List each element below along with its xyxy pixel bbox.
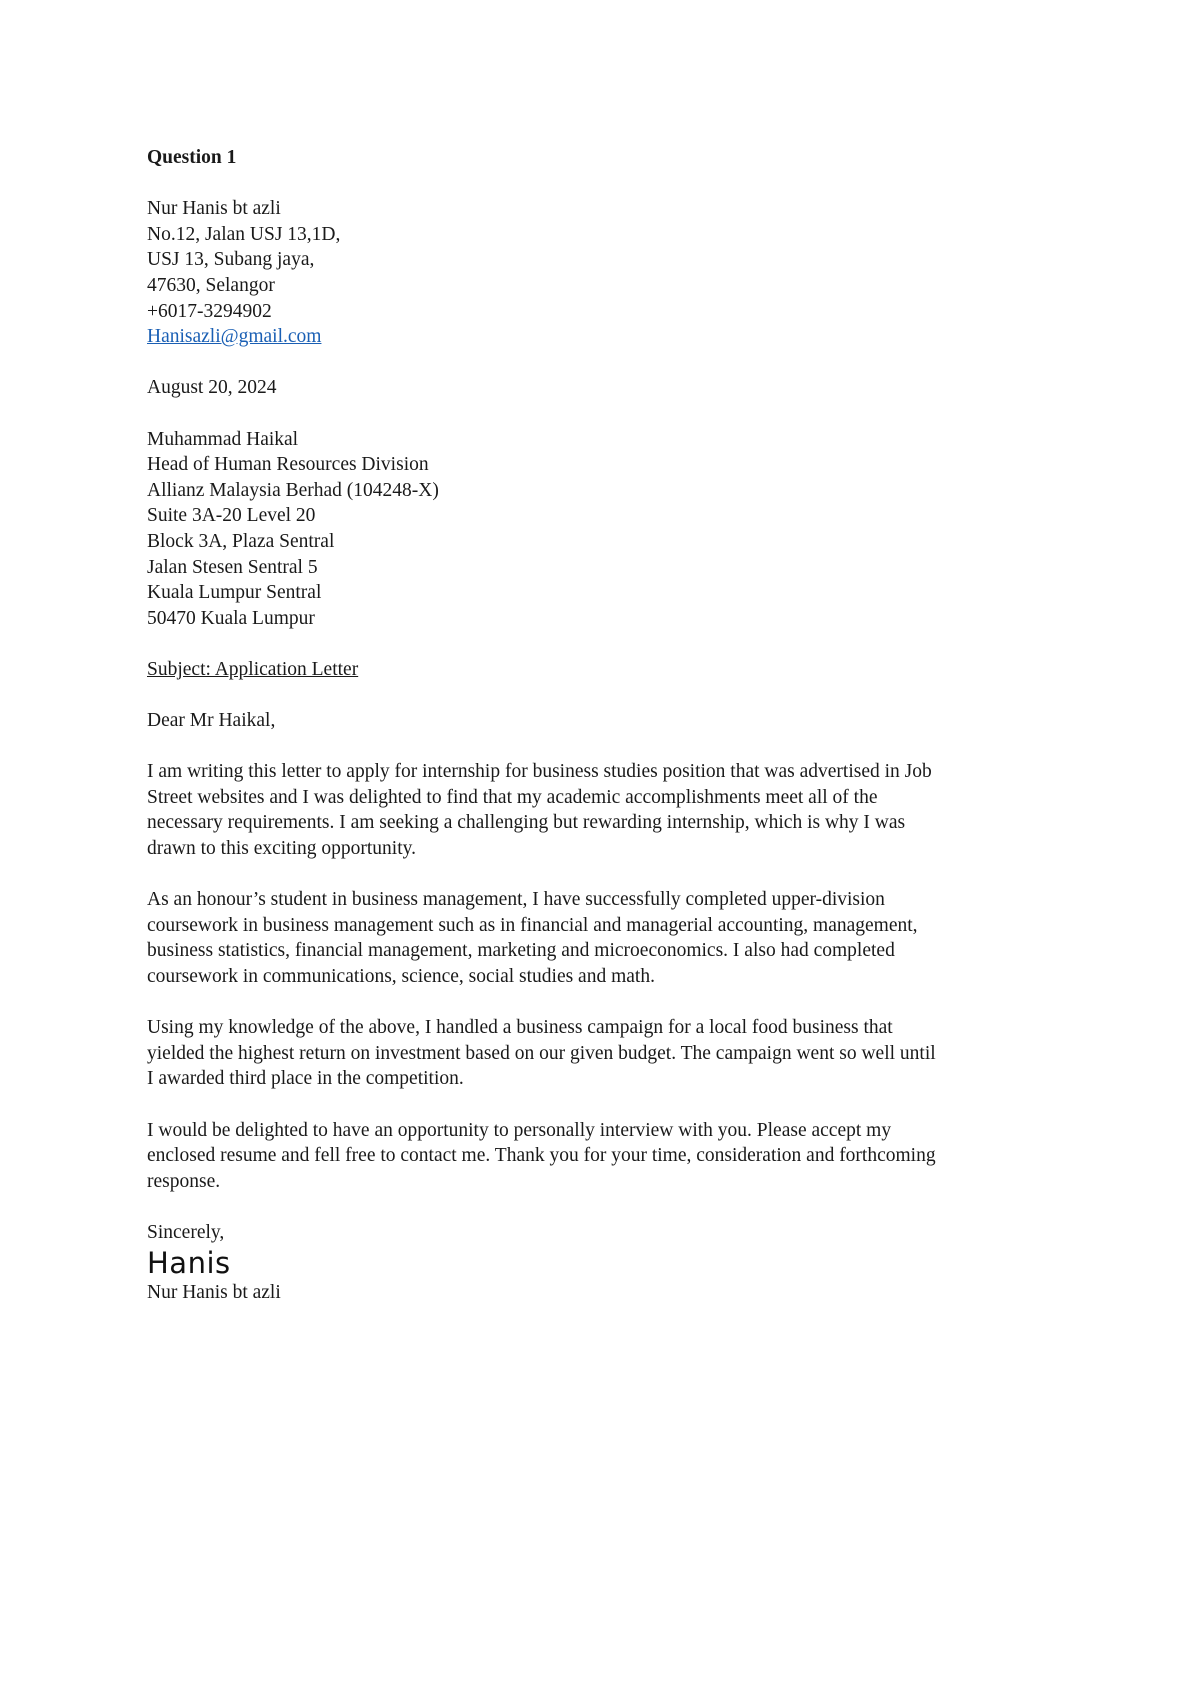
recipient-address-line-4: Kuala Lumpur Sentral [147, 582, 322, 604]
recipient-company: Allianz Malaysia Berhad (104248-X) [147, 479, 439, 501]
paragraph-line: Using my knowledge of the above, I handled a business campaign for a local food business that [147, 1017, 893, 1039]
paragraph-line: business statistics, financial management, marketing and microeconomics. I also had completed [147, 940, 895, 962]
paragraph-line: necessary requirements. I am seeking a challenging but rewarding internship, which is why I was [147, 812, 906, 834]
sender-name: Nur Hanis bt azli [147, 198, 281, 220]
paragraph-line: I am writing this letter to apply for internship for business studies position that was advertised in Job [147, 761, 932, 783]
paragraph-line: enclosed resume and fell free to contact me. Thank you for your time, consideration and forthcoming [147, 1145, 936, 1167]
sender-address-line-2: USJ 13, Subang jaya, [147, 249, 315, 271]
paragraph-line: response. [147, 1170, 221, 1192]
paragraph-line: I would be delighted to have an opportunity to personally interview with you. Please accept my [147, 1119, 892, 1141]
subject-line [147, 657, 1067, 683]
paragraph-line: coursework in business management such as in financial and managerial accounting, management, [147, 914, 918, 936]
paragraph-line: drawn to this exciting opportunity. [147, 838, 416, 860]
paragraph-line: yielded the highest return on investment based on our given budget. The campaign went so well until [147, 1042, 936, 1064]
sender-block [147, 196, 1067, 350]
recipient-title: Head of Human Resources Division [147, 454, 429, 476]
paragraph-line: I awarded third place in the competition. [147, 1068, 464, 1090]
signed-name: Nur Hanis bt azli [147, 1281, 281, 1303]
recipient-block [147, 427, 1067, 632]
sender-address-line-1: No.12, Jalan USJ 13,1D, [147, 223, 341, 245]
body-paragraph-1 [147, 759, 1067, 861]
subject-text: Subject: Application Letter [147, 658, 359, 680]
question-heading: Question 1 [147, 147, 237, 168]
sender-email-link[interactable]: Hanisazli@gmail.com [147, 326, 322, 348]
letter-date: August 20, 2024 [147, 377, 277, 399]
letter-page [147, 145, 1067, 1305]
paragraph-line: As an honour’s student in business management, I have successfully completed upper-division [147, 889, 885, 911]
recipient-address-line-5: 50470 Kuala Lumpur [147, 607, 315, 629]
recipient-address-line-3: Jalan Stesen Sentral 5 [147, 556, 318, 578]
closing-block [147, 1220, 1067, 1305]
sender-phone: +6017-3294902 [147, 300, 272, 322]
closing: Sincerely, [147, 1221, 225, 1243]
salutation: Dear Mr Haikal, [147, 710, 276, 732]
signature: Hanis [147, 1245, 231, 1280]
body-paragraph-3 [147, 1015, 1067, 1092]
recipient-address-line-2: Block 3A, Plaza Sentral [147, 530, 335, 552]
sender-address-line-3: 47630, Selangor [147, 274, 275, 296]
body-paragraph-4 [147, 1118, 1067, 1195]
recipient-name: Muhammad Haikal [147, 428, 299, 450]
paragraph-line: coursework in communications, science, social studies and math. [147, 966, 655, 987]
paragraph-line: Street websites and I was delighted to find that my academic accomplishments meet all of the [147, 786, 878, 808]
recipient-address-line-1: Suite 3A-20 Level 20 [147, 505, 316, 527]
body-paragraph-2 [147, 887, 1067, 989]
